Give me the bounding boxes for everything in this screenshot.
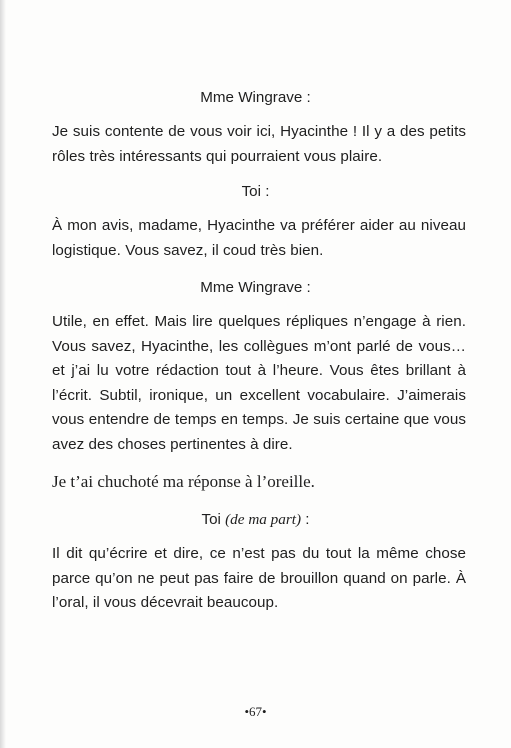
speaker-label: Mme Wingrave : xyxy=(200,279,311,296)
dialogue-paragraph: À mon avis, madame, Hyacinthe va préférer aider au niveau logistique. Vous savez, il coud très bien. xyxy=(52,217,466,259)
page-number: •67• xyxy=(244,704,267,719)
speaker-label-with-stage-direction xyxy=(0,508,511,532)
speaker-label: Toi : xyxy=(241,183,270,200)
dialogue-paragraph: Je suis contente de vous voir ici, Hyacinthe ! Il y a des petits rôles très intéressants qui pourraient vous plaire. xyxy=(52,123,466,165)
narration-line: Je t’ai chuchoté ma réponse à l’oreille. xyxy=(52,472,315,491)
stage-direction: (de ma part) xyxy=(225,511,302,528)
speaker-name: Toi xyxy=(201,511,226,528)
speaker-label: Mme Wingrave : xyxy=(200,89,311,106)
dialogue-paragraph: Il dit qu’écrire et dire, ce n’est pas du tout la même chose parce qu’on ne peut pas faire de brouillon quand on parle. À l’oral, il vous décevrait beaucoup. xyxy=(52,545,466,611)
page-gutter-shadow xyxy=(0,0,6,748)
speaker-colon: : xyxy=(301,511,310,528)
dialogue-paragraph: Utile, en effet. Mais lire quelques répliques n’engage à rien. Vous savez, Hyacinthe, les collègues m’ont parlé de vous… et j’ai lu votre rédaction tout à l’heure. Vous êtes brillant à l’écrit. Subtil, ironique, un excellent vocabulaire. J’aimerais vous entendre de temps en temps. Je suis certaine que vous avez des choses pertinentes à dire. xyxy=(52,313,466,453)
